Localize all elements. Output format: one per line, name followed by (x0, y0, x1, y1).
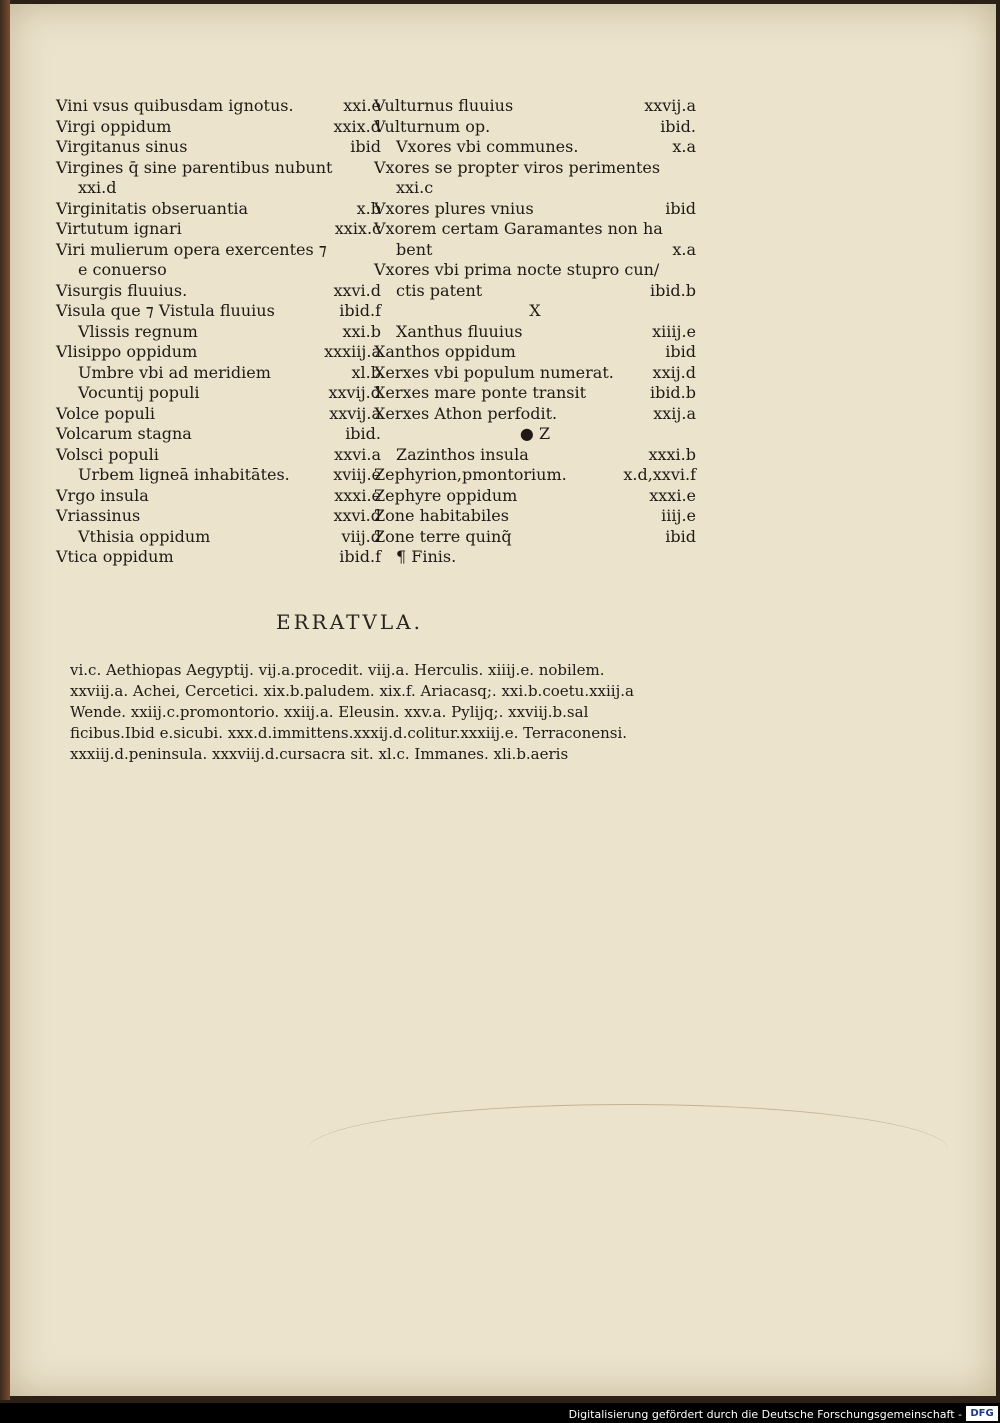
index-entry (56, 486, 381, 507)
index-entry (56, 219, 381, 240)
index-entry (56, 137, 381, 158)
index-entry (374, 363, 696, 384)
entry-text: Vocuntij populi (78, 383, 200, 402)
index-entry (56, 301, 381, 322)
entry-text: Vxores vbi prima nocte stupro cun/ (374, 260, 660, 279)
entry-text: Vini vsus quibusdam ignotus. (56, 96, 294, 115)
entry-reference: xviij.e (333, 465, 381, 484)
dfg-logo: DFG (966, 1406, 998, 1421)
entry-text: Virginitatis obseruantia (56, 198, 249, 218)
index-entry (56, 424, 381, 445)
index-entry (374, 301, 696, 322)
entry-text: Xanthos oppidum (374, 342, 516, 361)
index-entry (374, 199, 696, 220)
entry-text: bent (396, 239, 433, 259)
erratula-heading: ERRATVLA. (276, 610, 423, 634)
entry-reference: xxvij.d (328, 383, 381, 402)
index-entry (374, 260, 696, 281)
footer-credit: Digitalisierung gefördert durch die Deutsche Forschungsgemeinschaft - (568, 1408, 962, 1421)
entry-text: xxi.c (396, 178, 434, 197)
index-entry (374, 96, 696, 117)
entry-text: Volsci populi (56, 444, 159, 464)
entry-text: Vrgo insula (56, 485, 149, 505)
entry-text: Vxorem certam Garamantes non ha (374, 219, 663, 238)
entry-reference: ibid (350, 137, 381, 156)
index-entry (374, 322, 696, 343)
entry-reference: ibid.f (339, 547, 381, 566)
entry-text: Visula que ⁊ Vistula fluuius (56, 301, 275, 320)
index-entry (374, 506, 696, 527)
index-entry (374, 527, 696, 548)
entry-reference: xxvi.a (334, 444, 381, 464)
footer-bar (0, 1403, 1000, 1423)
index-entry (56, 281, 381, 302)
entry-text: Volcarum stagna (56, 424, 192, 443)
errata-block (70, 660, 710, 765)
entry-text: xxi.d (78, 178, 117, 197)
index-entry (374, 117, 696, 138)
entry-reference: xxxiij.a (324, 342, 381, 361)
entry-text: Xerxes Athon perfodit. (374, 403, 558, 423)
entry-text: Virgi oppidum (56, 116, 172, 136)
errata-line: Wende. xxiij.c.promontorio. xxiij.a. Eleusin. xxv.a. Pylijq;. xxviij.b.sal (70, 703, 589, 721)
index-entry (374, 158, 696, 179)
index-entry (56, 527, 381, 548)
entry-reference: xxi.e (343, 96, 381, 115)
entry-text: Volce populi (56, 403, 156, 423)
entry-reference: xxxi.b (648, 444, 696, 464)
index-entry (56, 404, 381, 425)
index-entry (56, 547, 381, 568)
index-entry (374, 178, 696, 199)
index-entry (56, 342, 381, 363)
entry-reference: xxix.d (333, 116, 381, 136)
index-entry (374, 240, 696, 261)
page-crease (308, 1104, 948, 1195)
entry-reference: iiij.e (661, 506, 696, 525)
entry-text: Vulturnum op. (374, 116, 491, 136)
index-entry (56, 117, 381, 138)
entry-text: ctis patent (396, 280, 483, 300)
entry-text: Zazinthos insula (396, 444, 529, 464)
entry-text: Vxores se propter viros perimentes (374, 157, 661, 177)
entry-text: Visurgis fluuius. (56, 280, 188, 300)
index-entry (374, 383, 696, 404)
errata-line: ficibus.Ibid e.sicubi. xxx.d.immittens.xxxij.d.colitur.xxxiij.e. Terraconensi. (70, 724, 628, 742)
index-entry (56, 260, 381, 281)
entry-reference: ibid (665, 342, 696, 361)
index-entry (56, 158, 381, 179)
index-entry (374, 404, 696, 425)
entry-reference: xxi.b (342, 321, 381, 341)
entry-reference: ibid (665, 526, 696, 546)
entry-text: Vxores vbi communes. (396, 137, 579, 156)
entry-reference: xiiij.e (652, 321, 696, 341)
entry-reference: x.d,xxvi.f (623, 465, 696, 484)
entry-reference: xxij.d (652, 362, 696, 382)
index-column-right (374, 96, 696, 568)
entry-reference: xxix.c (334, 219, 381, 238)
entry-reference: x.b (356, 198, 381, 218)
index-entry (374, 424, 696, 445)
index-entry (374, 281, 696, 302)
entry-text: Vriassinus (56, 506, 141, 525)
index-entry (56, 199, 381, 220)
entry-reference: ibid. (345, 424, 381, 443)
index-entry (56, 506, 381, 527)
entry-text: Umbre vbi ad meridiem (78, 362, 271, 382)
entry-reference: xxvij.a (329, 403, 381, 423)
entry-text: Zephyre oppidum (374, 485, 518, 505)
entry-reference: xxvi.d (333, 280, 381, 300)
index-entry (374, 219, 696, 240)
index-entry (56, 445, 381, 466)
book-page (8, 4, 996, 1396)
entry-reference: xxvij.a (644, 96, 696, 115)
entry-text: ¶ Finis. (396, 547, 457, 566)
entry-text: Xerxes vbi populum numerat. (374, 362, 614, 382)
entry-text: Virtutum ignari (56, 219, 182, 238)
entry-reference: ibid.b (649, 383, 696, 402)
index-entry (56, 96, 381, 117)
entry-reference: xxxi.e (649, 485, 696, 505)
entry-text: Zone terre quinq̃ (374, 526, 512, 546)
index-entry (56, 178, 381, 199)
entry-text: Vtica oppidum (56, 547, 174, 566)
entry-text: Vthisia oppidum (78, 526, 211, 546)
index-entry (56, 383, 381, 404)
index-entry (374, 547, 696, 568)
entry-reference: ibid.f (339, 301, 381, 320)
entry-text: Urbem ligneā inhabitātes. (78, 465, 290, 484)
entry-reference: x.a (672, 239, 696, 259)
index-entry (56, 363, 381, 384)
entry-reference: xl.b (351, 362, 381, 382)
entry-text: Viri mulierum opera exercentes ⁊ (56, 239, 327, 259)
entry-text: Xerxes mare ponte transit (374, 383, 587, 402)
entry-text: Virgines q̄ sine parentibus nubunt (56, 157, 333, 177)
entry-reference: xxxi.e (334, 485, 381, 505)
entry-text: Zone habitabiles (374, 506, 509, 525)
binding-edge (0, 0, 10, 1400)
errata-line: xxviij.a. Achei, Cercetici. xix.b.paludem. xix.f. Ariacasq;. xxi.b.coetu.xxiij.a (70, 682, 634, 700)
index-entry (56, 240, 381, 261)
index-column-left (56, 96, 381, 568)
entry-text: Xanthus fluuius (396, 321, 523, 341)
entry-reference: xxij.a (653, 403, 696, 423)
errata-line: xxxiij.d.peninsula. xxxviij.d.cursacra sit. xl.c. Immanes. xli.b.aeris (70, 745, 569, 763)
entry-reference: ibid. (660, 116, 696, 136)
entry-reference: ibid (665, 198, 696, 218)
entry-reference: ibid.b (649, 280, 696, 300)
index-entry (56, 322, 381, 343)
entry-text: Vulturnus fluuius (374, 96, 514, 115)
entry-text: Zephyrion,pmontorium. (374, 465, 567, 484)
entry-text: Vxores plures vnius (374, 198, 534, 218)
index-entry (374, 486, 696, 507)
entry-text: Vlissis regnum (78, 321, 198, 341)
entry-reference: viij.d (341, 526, 381, 546)
entry-text: Virgitanus sinus (56, 137, 188, 156)
index-entry (374, 342, 696, 363)
entry-text: ● Z (519, 424, 551, 443)
entry-text: Vlisippo oppidum (56, 342, 198, 361)
entry-reference: x.a (672, 137, 696, 156)
entry-reference: xxvi.d (333, 506, 381, 525)
index-entry (56, 465, 381, 486)
index-entry (374, 445, 696, 466)
entry-text: X (529, 301, 541, 320)
index-entry (374, 465, 696, 486)
entry-text: e conuerso (78, 260, 167, 279)
index-entry (374, 137, 696, 158)
errata-line: vi.c. Aethiopas Aegyptij. vij.a.procedit. viij.a. Herculis. xiiij.e. nobilem. (70, 661, 605, 679)
